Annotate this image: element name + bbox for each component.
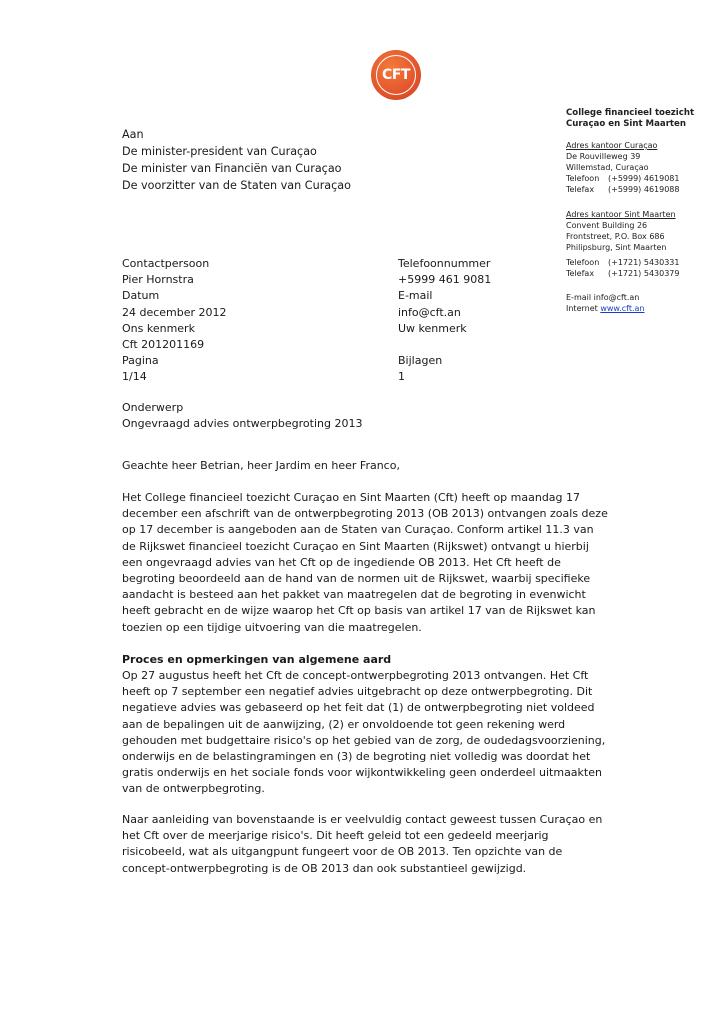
phone-label: Telefoon xyxy=(566,258,600,267)
email-line: E-mail info@cft.an xyxy=(566,293,640,302)
your-reference-label: Uw kenmerk xyxy=(398,321,467,335)
subject-value: Ongevraagd advies ontwerpbegroting 2013 xyxy=(122,417,363,431)
text-line: op 17 december is aangeboden aan de Staten van Curaçao. Conform artikel 11.3 van xyxy=(122,523,594,537)
section-heading: Proces en opmerkingen van algemene aard xyxy=(122,653,392,666)
phone-value: (+5999) 4619081 xyxy=(608,174,680,183)
attachments-label: Bijlagen xyxy=(398,354,443,368)
text-line: gehouden met budgettaire risico's op het gebied van de zorg, de oudedagsvoorziening, xyxy=(122,733,606,747)
text-line: een ongevraagd advies van het Cft op de ingediende OB 2013. Het Cft heeft de xyxy=(122,555,561,569)
email-value: info@cft.an xyxy=(398,305,461,319)
contact-label: Contactpersoon xyxy=(122,257,210,270)
text-line: de Rijkswet financieel toezicht Curaçao en Sint Maarten (Rijkswet) ontvangt u hierbij xyxy=(122,539,589,553)
org-name-line2: Curaçao en Sint Maarten xyxy=(566,119,686,129)
email-label: E-mail xyxy=(398,289,433,303)
date-label: Datum xyxy=(122,289,160,303)
attachments-value: 1 xyxy=(398,370,405,384)
fax-label: Telefax xyxy=(566,269,595,278)
text-line: Naar aanleiding van bovenstaande is er veelvuldig contact geweest tussen Curaçao en xyxy=(122,813,603,826)
phone-label: Telefoonnummer xyxy=(398,257,491,270)
text-line: december een afschrift van de ontwerpbegroting 2013 (OB 2013) ontvangen zoals deze xyxy=(122,507,608,521)
phone-value: (+1721) 5430331 xyxy=(608,258,680,267)
text-line: heeft op 7 september een negatief advies uitgebracht op deze ontwerpbegroting. Dit xyxy=(122,685,593,699)
address-sintmaarten-title: Adres kantoor Sint Maarten xyxy=(566,210,676,219)
paragraph-intro xyxy=(122,490,608,636)
text-line: begroting beoordeeld aan de hand van de normen uit de Rijkswet, waarbij specifieke xyxy=(122,572,591,586)
internet-line xyxy=(566,303,644,314)
addressee-block xyxy=(122,126,351,194)
phone-row xyxy=(566,173,679,184)
text-line: van de ontwerpbegroting. xyxy=(122,782,265,796)
spacer xyxy=(398,337,491,353)
phone-value: +5999 461 9081 xyxy=(398,273,492,287)
salutation: Geachte heer Betrian, heer Jardim en heer Franco, xyxy=(122,459,400,472)
subject-block xyxy=(122,400,362,432)
meta-right xyxy=(398,256,491,386)
cft-logo xyxy=(371,50,421,100)
page-label: Pagina xyxy=(122,354,159,368)
address-line: De Rouvilleweg 39 xyxy=(566,152,641,161)
addressee-line: De voorzitter van de Staten van Curaçao xyxy=(122,179,352,192)
addressee-line: De minister van Financiën van Curaçao xyxy=(122,162,342,175)
text-line: onderwijs en de belastingramingen en (3) de begroting niet volledig was doordat het xyxy=(122,750,591,764)
text-line: Het College financieel toezicht Curaçao en Sint Maarten (Cft) heeft op maandag 17 xyxy=(122,491,581,504)
text-line: aan de bepalingen uit de aanwijzing, (2) er onvoldoende tot geen rekening werd xyxy=(122,717,566,731)
internet-label: Internet xyxy=(566,304,598,313)
text-line: toezien op een tijdige uitvoering van die maatregelen. xyxy=(122,620,422,634)
addressee-line: De minister-president van Curaçao xyxy=(122,145,317,158)
fax-value: (+5999) 4619088 xyxy=(608,185,680,194)
text-line: gratis onderwijs en het sociale fonds voor wijkontwikkeling geen onderdeel uitmaakten xyxy=(122,766,602,780)
fax-value: (+1721) 5430379 xyxy=(608,269,680,278)
address-line: Frontstreet, P.O. Box 686 xyxy=(566,232,665,241)
text-line: het Cft over de meerjarige risico's. Dit heeft geleid tot een gedeeld meerjarig xyxy=(122,829,549,843)
fax-row xyxy=(566,184,679,195)
text-line: heeft gebracht en de wijze waarop het Cft op basis van artikel 17 van de Rijkswet kan xyxy=(122,604,596,618)
reference-label: Ons kenmerk xyxy=(122,321,195,335)
text-line: aandacht is besteed aan het pakket van maatregelen dat de begroting in evenwicht xyxy=(122,588,586,602)
address-sint-maarten xyxy=(566,209,679,279)
meta-left xyxy=(122,256,227,386)
letterhead-organization xyxy=(566,108,694,130)
text-line: risicobeeld, wat als uitgangpunt fungeert voor de OB 2013. Ten opzichte van de xyxy=(122,845,563,859)
reference-value: Cft 201201169 xyxy=(122,338,205,352)
phone-label: Telefoon xyxy=(566,174,600,183)
org-name-line1: College financieel toezicht xyxy=(566,108,695,118)
contact-value: Pier Hornstra xyxy=(122,273,194,287)
text-line: Op 27 augustus heeft het Cft de concept-ontwerpbegroting 2013 ontvangen. Het Cft xyxy=(122,669,589,682)
paragraph-risks xyxy=(122,812,603,877)
address-curacao xyxy=(566,140,679,195)
text-line: negatieve advies was gebaseerd op het feit dat (1) de ontwerpbegroting niet voldeed xyxy=(122,701,595,715)
address-curacao-title: Adres kantoor Curaçao xyxy=(566,141,658,150)
phone-row xyxy=(566,257,679,268)
paragraph-process xyxy=(122,668,606,798)
contact-online xyxy=(566,292,644,314)
fax-label: Telefax xyxy=(566,185,595,194)
text-line: concept-ontwerpbegroting is de OB 2013 dan ook substantieel gewijzigd. xyxy=(122,861,527,875)
address-line: Convent Building 26 xyxy=(566,221,648,230)
address-line: Willemstad, Curaçao xyxy=(566,163,649,172)
date-value: 24 december 2012 xyxy=(122,305,227,319)
subject-label: Onderwerp xyxy=(122,401,184,414)
address-line: Philipsburg, Sint Maarten xyxy=(566,243,667,252)
fax-row xyxy=(566,268,679,279)
page-value: 1/14 xyxy=(122,370,147,384)
addressee-line: Aan xyxy=(122,128,144,141)
website-link[interactable]: www.cft.an xyxy=(600,304,645,313)
cft-logo-text: CFT xyxy=(376,55,416,95)
